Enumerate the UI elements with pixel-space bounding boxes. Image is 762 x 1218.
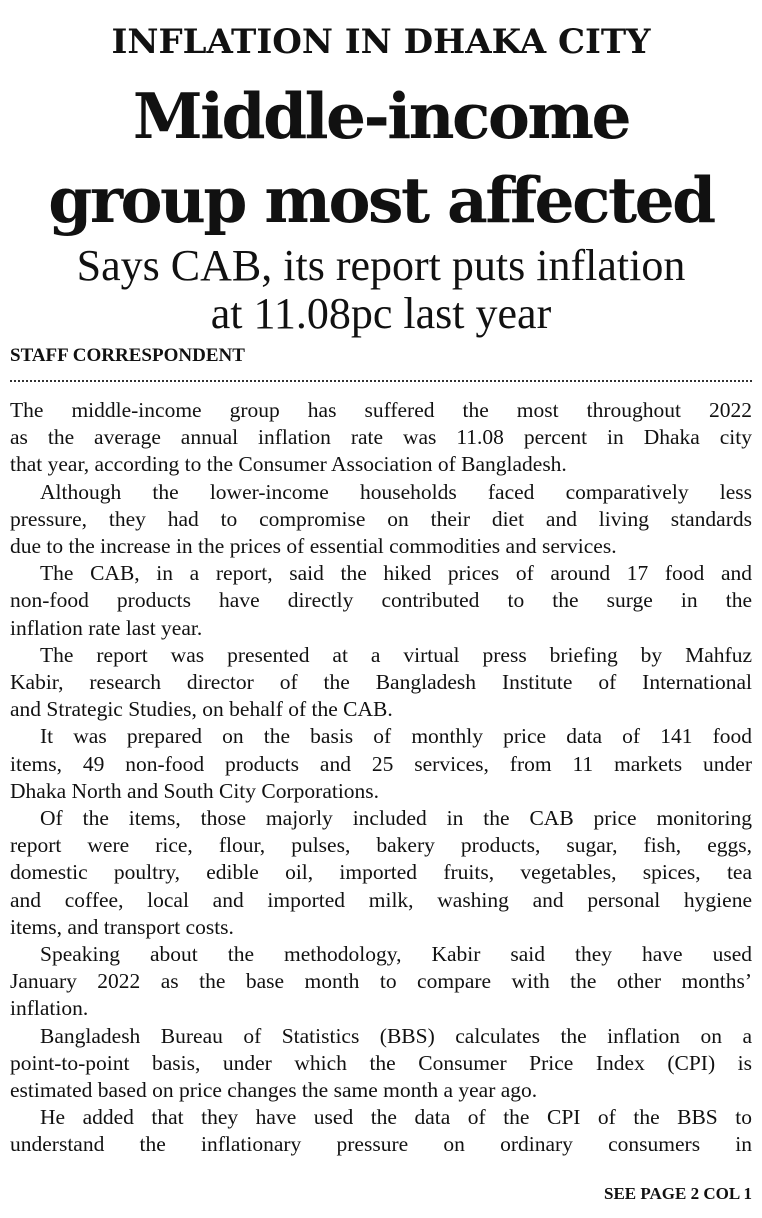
headline bbox=[0, 74, 762, 242]
article-paragraph bbox=[10, 397, 752, 479]
article-line: and coffee, local and imported milk, washing and personal hygiene bbox=[10, 887, 752, 912]
article-line: The report was presented at a virtual press briefing by Mahfuz bbox=[40, 642, 752, 667]
article-line: and Strategic Studies, on behalf of the CAB. bbox=[10, 697, 393, 722]
byline: STAFF CORRESPONDENT bbox=[10, 345, 245, 366]
article-line: Of the items, those majorly included in the CAB price monitoring bbox=[40, 806, 752, 831]
article-line: The middle-income group has suffered the most throughout 2022 bbox=[10, 398, 752, 422]
article-line: Dhaka North and South City Corporations. bbox=[10, 778, 380, 803]
article-line: pressure, they had to compromise on their diet and living standards bbox=[10, 506, 752, 531]
article-paragraph bbox=[10, 1023, 752, 1105]
headline-line: Middle-income bbox=[132, 79, 630, 153]
article-body bbox=[10, 397, 752, 1159]
article-line: Speaking about the methodology, Kabir said they have used bbox=[40, 942, 752, 967]
article-line: January 2022 as the base month to compare with the other months’ bbox=[10, 969, 752, 994]
dotted-divider bbox=[10, 380, 752, 382]
article-line: estimated based on price changes the same month a year ago. bbox=[10, 1078, 538, 1103]
article-line: that year, according to the Consumer Association of Bangladesh. bbox=[10, 452, 567, 477]
article-line: as the average annual inflation rate was 11.08 percent in Dhaka city bbox=[10, 425, 752, 450]
article-paragraph bbox=[10, 805, 752, 941]
article-line: inflation. bbox=[10, 996, 89, 1021]
article-line: items, and transport costs. bbox=[10, 914, 234, 939]
article-line: It was prepared on the basis of monthly price data of 141 food bbox=[40, 724, 752, 749]
subheadline-line: at 11.08pc last year bbox=[210, 289, 552, 338]
article-line: understand the inflationary pressure on ordinary consumers in bbox=[10, 1132, 752, 1157]
article-line: Although the lower-income households faced comparatively less bbox=[40, 479, 752, 504]
article-line: point-to-point basis, under which the Consumer Price Index (CPI) is bbox=[10, 1050, 752, 1075]
subheadline bbox=[0, 242, 762, 338]
subheadline-line: Says CAB, its report puts inflation bbox=[76, 241, 686, 290]
article-paragraph bbox=[10, 723, 752, 805]
article-paragraph bbox=[10, 1104, 752, 1158]
article-line: report were rice, flour, pulses, bakery products, sugar, fish, eggs, bbox=[10, 833, 752, 858]
kicker: INFLATION IN DHAKA CITY bbox=[111, 22, 651, 62]
article-paragraph bbox=[10, 479, 752, 561]
article-line: The CAB, in a report, said the hiked prices of around 17 food and bbox=[40, 561, 752, 586]
article-line: domestic poultry, edible oil, imported fruits, vegetables, spices, tea bbox=[10, 860, 752, 885]
continuation-note: SEE PAGE 2 COL 1 bbox=[604, 1184, 752, 1203]
article-line: Bangladesh Bureau of Statistics (BBS) calculates the inflation on a bbox=[40, 1023, 752, 1048]
article-line: Kabir, research director of the Bangladesh Institute of International bbox=[10, 670, 752, 695]
article-line: inflation rate last year. bbox=[10, 615, 203, 640]
article-paragraph bbox=[10, 642, 752, 724]
article-line: due to the increase in the prices of essential commodities and services. bbox=[10, 534, 617, 559]
article-paragraph bbox=[10, 941, 752, 1023]
article-line: He added that they have used the data of the CPI of the BBS to bbox=[40, 1105, 752, 1130]
article-line: items, 49 non-food products and 25 services, from 11 markets under bbox=[10, 751, 752, 776]
article-line: non-food products have directly contributed to the surge in the bbox=[10, 588, 752, 613]
article-paragraph bbox=[10, 560, 752, 642]
headline-line: group most affected bbox=[48, 163, 714, 237]
